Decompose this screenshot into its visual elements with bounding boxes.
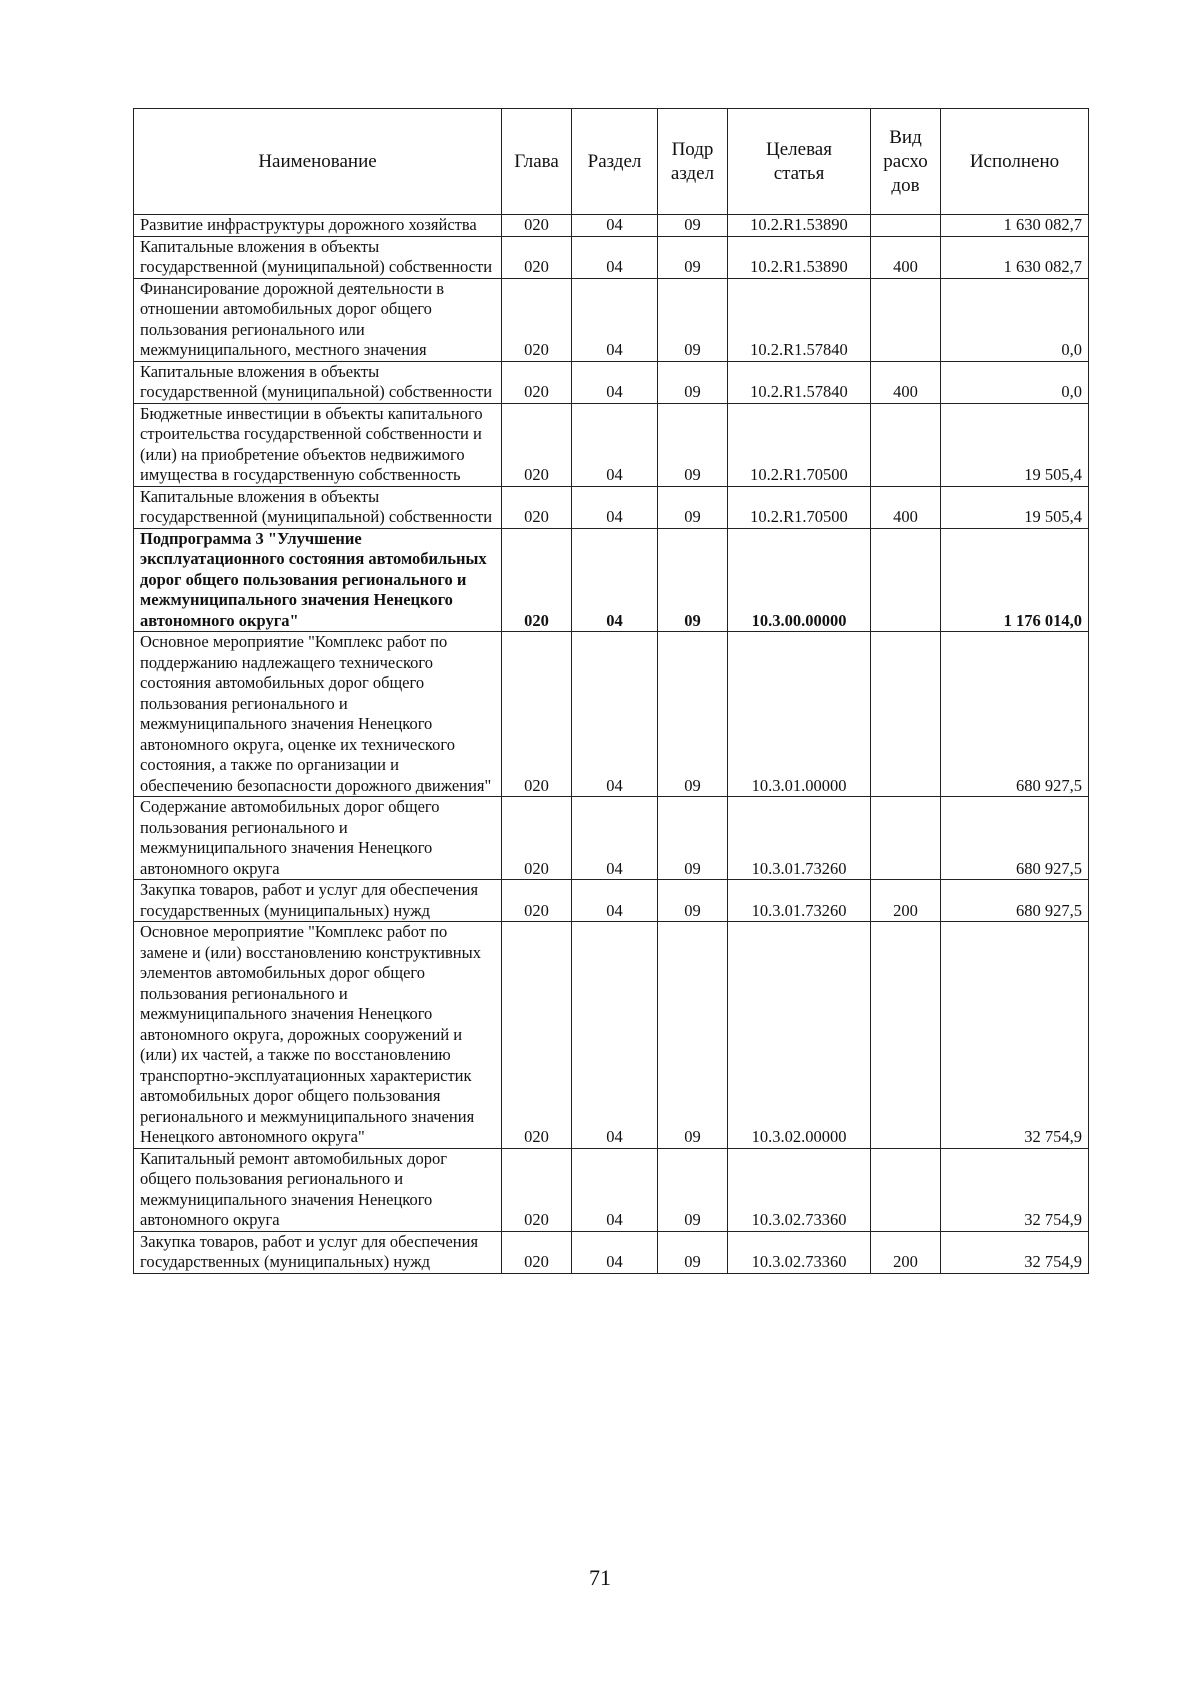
header-target: Целевая статья [728,109,871,215]
cell-section: 04 [572,403,658,486]
cell-chapter: 020 [502,1231,572,1273]
cell-name: Развитие инфраструктуры дорожного хозяйства [134,215,502,237]
cell-executed: 680 927,5 [941,880,1089,922]
cell-chapter: 020 [502,632,572,797]
cell-type [871,403,941,486]
cell-subsection: 09 [658,278,728,361]
cell-section: 04 [572,278,658,361]
table-row [134,632,1089,797]
cell-executed: 0,0 [941,278,1089,361]
cell-executed: 19 505,4 [941,486,1089,528]
cell-name: Подпрограмма 3 "Улучшение эксплуатационного состояния автомобильных дорог общего пользования регионального и межмуниципального значения Ненецкого автономного округа" [134,528,502,632]
cell-target: 10.3.02.73360 [728,1148,871,1231]
cell-name: Основное мероприятие "Комплекс работ по поддержанию надлежащего технического состояния автомобильных дорог общего пользования регионального и межмуниципального значения Ненецкого автономного округа, оценке их технического состояния, а также по организации и обеспечению безопасности дорожного движения" [134,632,502,797]
cell-target: 10.2.R1.53890 [728,215,871,237]
cell-section: 04 [572,486,658,528]
table-row [134,403,1089,486]
cell-name: Бюджетные инвестиции в объекты капитального строительства государственной собственности и (или) на приобретение объектов недвижимого имущества в государственную собственность [134,403,502,486]
cell-chapter: 020 [502,215,572,237]
table-row [134,236,1089,278]
cell-section: 04 [572,922,658,1149]
cell-section: 04 [572,880,658,922]
page-number: 71 [589,1565,611,1590]
table-row [134,797,1089,880]
cell-subsection: 09 [658,215,728,237]
cell-section: 04 [572,361,658,403]
cell-executed: 0,0 [941,361,1089,403]
cell-name: Содержание автомобильных дорог общего пользования регионального и межмуниципального значения Ненецкого автономного округа [134,797,502,880]
header-executed: Исполнено [941,109,1089,215]
cell-subsection: 09 [658,486,728,528]
cell-chapter: 020 [502,278,572,361]
cell-executed: 32 754,9 [941,922,1089,1149]
cell-subsection: 09 [658,797,728,880]
cell-name: Капитальные вложения в объекты государственной (муниципальной) собственности [134,236,502,278]
cell-executed: 19 505,4 [941,403,1089,486]
header-chapter: Глава [502,109,572,215]
cell-chapter: 020 [502,1148,572,1231]
cell-type [871,922,941,1149]
cell-target: 10.2.R1.57840 [728,278,871,361]
budget-table [133,108,1089,1274]
cell-section: 04 [572,632,658,797]
cell-subsection: 09 [658,528,728,632]
cell-name: Капитальные вложения в объекты государственной (муниципальной) собственности [134,361,502,403]
cell-subsection: 09 [658,632,728,797]
cell-type [871,215,941,237]
cell-name: Основное мероприятие "Комплекс работ по замене и (или) восстановлению конструктивных элементов автомобильных дорог общего пользования регионального и межмуниципального значения Ненецкого автономного округа, дорожных сооружений и (или) их частей, а также по восстановлению транспортно-эксплуатационных характеристик автомобильных дорог общего пользования регионального и межмуниципального значения Ненецкого автономного округа" [134,922,502,1149]
cell-subsection: 09 [658,1231,728,1273]
cell-subsection: 09 [658,922,728,1149]
cell-chapter: 020 [502,797,572,880]
table-row [134,361,1089,403]
cell-target: 10.3.01.00000 [728,632,871,797]
budget-table-sheet [133,108,1088,1274]
cell-chapter: 020 [502,236,572,278]
cell-executed: 1 176 014,0 [941,528,1089,632]
cell-executed: 1 630 082,7 [941,215,1089,237]
cell-subsection: 09 [658,403,728,486]
cell-target: 10.3.00.00000 [728,528,871,632]
cell-subsection: 09 [658,236,728,278]
cell-name: Закупка товаров, работ и услуг для обеспечения государственных (муниципальных) нужд [134,880,502,922]
cell-subsection: 09 [658,1148,728,1231]
table-row [134,278,1089,361]
cell-section: 04 [572,236,658,278]
cell-chapter: 020 [502,361,572,403]
cell-chapter: 020 [502,486,572,528]
table-row [134,922,1089,1149]
cell-type: 200 [871,880,941,922]
table-row [134,486,1089,528]
header-subsection: Подр аздел [658,109,728,215]
cell-name: Финансирование дорожной деятельности в отношении автомобильных дорог общего пользования регионального или межмуниципального, местного значения [134,278,502,361]
table-row [134,1148,1089,1231]
cell-chapter: 020 [502,528,572,632]
cell-target: 10.3.02.00000 [728,922,871,1149]
cell-section: 04 [572,215,658,237]
cell-executed: 32 754,9 [941,1148,1089,1231]
table-row [134,880,1089,922]
cell-name: Закупка товаров, работ и услуг для обеспечения государственных (муниципальных) нужд [134,1231,502,1273]
table-row [134,1231,1089,1273]
cell-target: 10.2.R1.53890 [728,236,871,278]
cell-target: 10.3.01.73260 [728,797,871,880]
cell-executed: 680 927,5 [941,632,1089,797]
cell-section: 04 [572,1231,658,1273]
cell-type: 200 [871,1231,941,1273]
cell-name: Капитальный ремонт автомобильных дорог общего пользования регионального и межмуниципального значения Ненецкого автономного округа [134,1148,502,1231]
cell-target: 10.3.02.73360 [728,1231,871,1273]
cell-executed: 32 754,9 [941,1231,1089,1273]
cell-type [871,278,941,361]
cell-type [871,528,941,632]
cell-section: 04 [572,797,658,880]
cell-target: 10.3.01.73260 [728,880,871,922]
cell-target: 10.2.R1.70500 [728,403,871,486]
cell-target: 10.2.R1.70500 [728,486,871,528]
table-body [134,215,1089,1274]
cell-section: 04 [572,528,658,632]
cell-type: 400 [871,361,941,403]
table-row [134,215,1089,237]
header-type: Вид расхо дов [871,109,941,215]
cell-subsection: 09 [658,361,728,403]
cell-type: 400 [871,236,941,278]
cell-executed: 680 927,5 [941,797,1089,880]
header-name: Наименование [134,109,502,215]
table-row [134,528,1089,632]
cell-chapter: 020 [502,403,572,486]
header-section: Раздел [572,109,658,215]
table-header-row [134,109,1089,215]
cell-chapter: 020 [502,880,572,922]
cell-section: 04 [572,1148,658,1231]
cell-type [871,1148,941,1231]
cell-executed: 1 630 082,7 [941,236,1089,278]
cell-name: Капитальные вложения в объекты государственной (муниципальной) собственности [134,486,502,528]
cell-target: 10.2.R1.57840 [728,361,871,403]
cell-type [871,632,941,797]
cell-type: 400 [871,486,941,528]
cell-subsection: 09 [658,880,728,922]
cell-type [871,797,941,880]
cell-chapter: 020 [502,922,572,1149]
